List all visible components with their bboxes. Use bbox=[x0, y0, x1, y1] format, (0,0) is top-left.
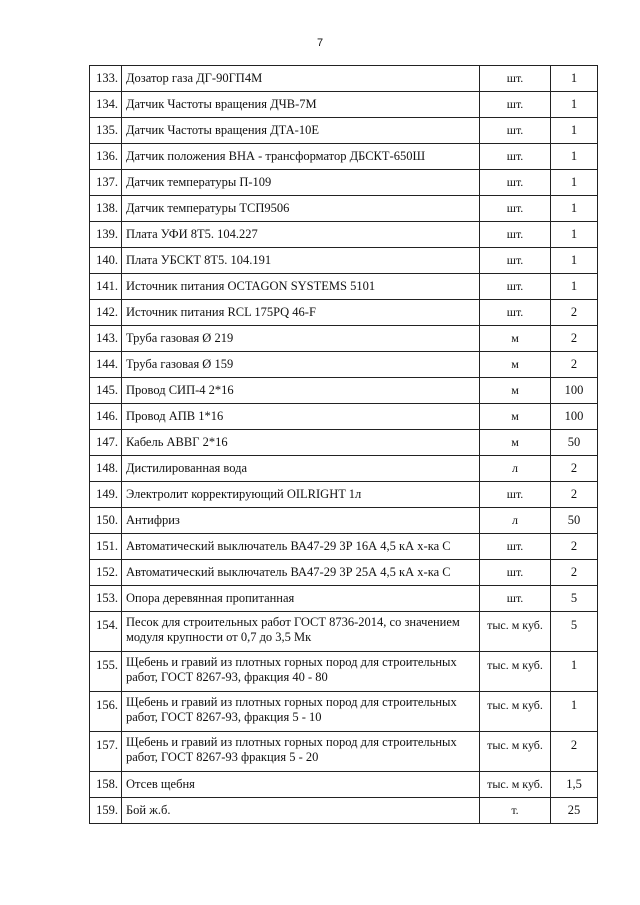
item-unit: тыс. м куб. bbox=[480, 652, 551, 692]
item-unit: тыс. м куб. bbox=[480, 732, 551, 772]
item-name: Датчик температуры П-109 bbox=[122, 170, 480, 196]
table-row bbox=[90, 300, 598, 326]
row-number: 153. bbox=[90, 586, 122, 612]
table-row bbox=[90, 560, 598, 586]
item-name: Датчик положения ВНА - трансформатор ДБСКТ-650Ш bbox=[122, 144, 480, 170]
item-quantity: 5 bbox=[551, 612, 598, 652]
item-name: Антифриз bbox=[122, 508, 480, 534]
item-name: Щебень и гравий из плотных горных пород для строительных работ, ГОСТ 8267-93, фракция 40 - 80 bbox=[122, 652, 480, 692]
item-quantity: 2 bbox=[551, 560, 598, 586]
item-quantity: 1 bbox=[551, 170, 598, 196]
table-row bbox=[90, 772, 598, 798]
item-name: Щебень и гравий из плотных горных пород для строительных работ, ГОСТ 8267-93 фракция 5 - 20 bbox=[122, 732, 480, 772]
table-row bbox=[90, 482, 598, 508]
item-unit: шт. bbox=[480, 196, 551, 222]
table-row bbox=[90, 612, 598, 652]
item-name: Электролит корректирующий OILRIGHT 1л bbox=[122, 482, 480, 508]
item-unit: шт. bbox=[480, 534, 551, 560]
row-number: 140. bbox=[90, 248, 122, 274]
item-name: Дозатор газа ДГ-90ГП4М bbox=[122, 66, 480, 92]
table-row bbox=[90, 326, 598, 352]
item-name: Провод АПВ 1*16 bbox=[122, 404, 480, 430]
item-quantity: 50 bbox=[551, 430, 598, 456]
row-number: 139. bbox=[90, 222, 122, 248]
item-quantity: 100 bbox=[551, 404, 598, 430]
item-unit: тыс. м куб. bbox=[480, 692, 551, 732]
row-number: 144. bbox=[90, 352, 122, 378]
item-name: Щебень и гравий из плотных горных пород для строительных работ, ГОСТ 8267-93, фракция 5 - 10 bbox=[122, 692, 480, 732]
item-unit: шт. bbox=[480, 92, 551, 118]
item-unit: шт. bbox=[480, 300, 551, 326]
item-quantity: 2 bbox=[551, 352, 598, 378]
item-unit: м bbox=[480, 430, 551, 456]
item-unit: шт. bbox=[480, 274, 551, 300]
item-quantity: 2 bbox=[551, 534, 598, 560]
item-name: Источник питания OCTAGON SYSTEMS 5101 bbox=[122, 274, 480, 300]
item-name: Отсев щебня bbox=[122, 772, 480, 798]
table-row bbox=[90, 732, 598, 772]
row-number: 159. bbox=[90, 798, 122, 824]
row-number: 142. bbox=[90, 300, 122, 326]
item-unit: т. bbox=[480, 798, 551, 824]
row-number: 135. bbox=[90, 118, 122, 144]
item-unit: м bbox=[480, 326, 551, 352]
row-number: 143. bbox=[90, 326, 122, 352]
table-row bbox=[90, 586, 598, 612]
row-number: 138. bbox=[90, 196, 122, 222]
item-quantity: 1,5 bbox=[551, 772, 598, 798]
item-quantity: 1 bbox=[551, 222, 598, 248]
item-unit: шт. bbox=[480, 482, 551, 508]
table-row bbox=[90, 274, 598, 300]
item-quantity: 1 bbox=[551, 652, 598, 692]
item-name: Источник питания RCL 175PQ 46-F bbox=[122, 300, 480, 326]
item-unit: шт. bbox=[480, 586, 551, 612]
item-quantity: 1 bbox=[551, 274, 598, 300]
item-quantity: 25 bbox=[551, 798, 598, 824]
item-quantity: 2 bbox=[551, 326, 598, 352]
item-name: Бой ж.б. bbox=[122, 798, 480, 824]
table-row bbox=[90, 118, 598, 144]
row-number: 152. bbox=[90, 560, 122, 586]
item-quantity: 2 bbox=[551, 732, 598, 772]
item-quantity: 1 bbox=[551, 144, 598, 170]
item-unit: м bbox=[480, 404, 551, 430]
table-row bbox=[90, 92, 598, 118]
item-unit: тыс. м куб. bbox=[480, 612, 551, 652]
table-row bbox=[90, 404, 598, 430]
table-row bbox=[90, 378, 598, 404]
row-number: 158. bbox=[90, 772, 122, 798]
row-number: 136. bbox=[90, 144, 122, 170]
row-number: 147. bbox=[90, 430, 122, 456]
item-name: Датчик Частоты вращения ДЧВ-7М bbox=[122, 92, 480, 118]
item-quantity: 1 bbox=[551, 248, 598, 274]
item-unit: шт. bbox=[480, 248, 551, 274]
row-number: 150. bbox=[90, 508, 122, 534]
row-number: 137. bbox=[90, 170, 122, 196]
item-quantity: 1 bbox=[551, 66, 598, 92]
table-row bbox=[90, 170, 598, 196]
row-number: 145. bbox=[90, 378, 122, 404]
item-quantity: 1 bbox=[551, 92, 598, 118]
table-row bbox=[90, 144, 598, 170]
table-row bbox=[90, 456, 598, 482]
materials-table-body bbox=[90, 66, 598, 824]
table-row bbox=[90, 430, 598, 456]
item-name: Плата УБСКТ 8Т5. 104.191 bbox=[122, 248, 480, 274]
item-unit: шт. bbox=[480, 118, 551, 144]
table-row bbox=[90, 798, 598, 824]
row-number: 156. bbox=[90, 692, 122, 732]
item-quantity: 100 bbox=[551, 378, 598, 404]
item-name: Дистилированная вода bbox=[122, 456, 480, 482]
row-number: 155. bbox=[90, 652, 122, 692]
item-quantity: 50 bbox=[551, 508, 598, 534]
table-row bbox=[90, 196, 598, 222]
item-quantity: 5 bbox=[551, 586, 598, 612]
item-unit: шт. bbox=[480, 66, 551, 92]
item-quantity: 1 bbox=[551, 692, 598, 732]
item-quantity: 1 bbox=[551, 196, 598, 222]
item-name: Песок для строительных работ ГОСТ 8736-2014, со значением модуля крупности от 0,7 до 3,5 Мк bbox=[122, 612, 480, 652]
row-number: 141. bbox=[90, 274, 122, 300]
item-name: Труба газовая Ø 159 bbox=[122, 352, 480, 378]
item-name: Автоматический выключатель ВА47-29 3Р 16А 4,5 кА х-ка С bbox=[122, 534, 480, 560]
item-unit: шт. bbox=[480, 144, 551, 170]
materials-table bbox=[89, 65, 598, 824]
table-row bbox=[90, 652, 598, 692]
table-row bbox=[90, 222, 598, 248]
table-row bbox=[90, 508, 598, 534]
table-row bbox=[90, 692, 598, 732]
row-number: 148. bbox=[90, 456, 122, 482]
item-name: Датчик температуры ТСП9506 bbox=[122, 196, 480, 222]
table-row bbox=[90, 534, 598, 560]
item-unit: шт. bbox=[480, 170, 551, 196]
item-name: Кабель АВВГ 2*16 bbox=[122, 430, 480, 456]
row-number: 151. bbox=[90, 534, 122, 560]
row-number: 149. bbox=[90, 482, 122, 508]
row-number: 146. bbox=[90, 404, 122, 430]
row-number: 157. bbox=[90, 732, 122, 772]
row-number: 154. bbox=[90, 612, 122, 652]
item-name: Провод СИП-4 2*16 bbox=[122, 378, 480, 404]
item-unit: л bbox=[480, 456, 551, 482]
row-number: 134. bbox=[90, 92, 122, 118]
table-row bbox=[90, 248, 598, 274]
item-quantity: 2 bbox=[551, 482, 598, 508]
item-quantity: 2 bbox=[551, 300, 598, 326]
item-unit: л bbox=[480, 508, 551, 534]
item-unit: м bbox=[480, 378, 551, 404]
item-unit: м bbox=[480, 352, 551, 378]
row-number: 133. bbox=[90, 66, 122, 92]
item-unit: тыс. м куб. bbox=[480, 772, 551, 798]
item-quantity: 1 bbox=[551, 118, 598, 144]
item-name: Опора деревянная пропитанная bbox=[122, 586, 480, 612]
item-name: Датчик Частоты вращения ДТА-10Е bbox=[122, 118, 480, 144]
item-name: Плата УФИ 8Т5. 104.227 bbox=[122, 222, 480, 248]
item-unit: шт. bbox=[480, 560, 551, 586]
item-name: Автоматический выключатель ВА47-29 3Р 25А 4,5 кА х-ка С bbox=[122, 560, 480, 586]
table-row bbox=[90, 66, 598, 92]
item-name: Труба газовая Ø 219 bbox=[122, 326, 480, 352]
item-unit: шт. bbox=[480, 222, 551, 248]
item-quantity: 2 bbox=[551, 456, 598, 482]
page-number: 7 bbox=[316, 37, 324, 49]
table-row bbox=[90, 352, 598, 378]
